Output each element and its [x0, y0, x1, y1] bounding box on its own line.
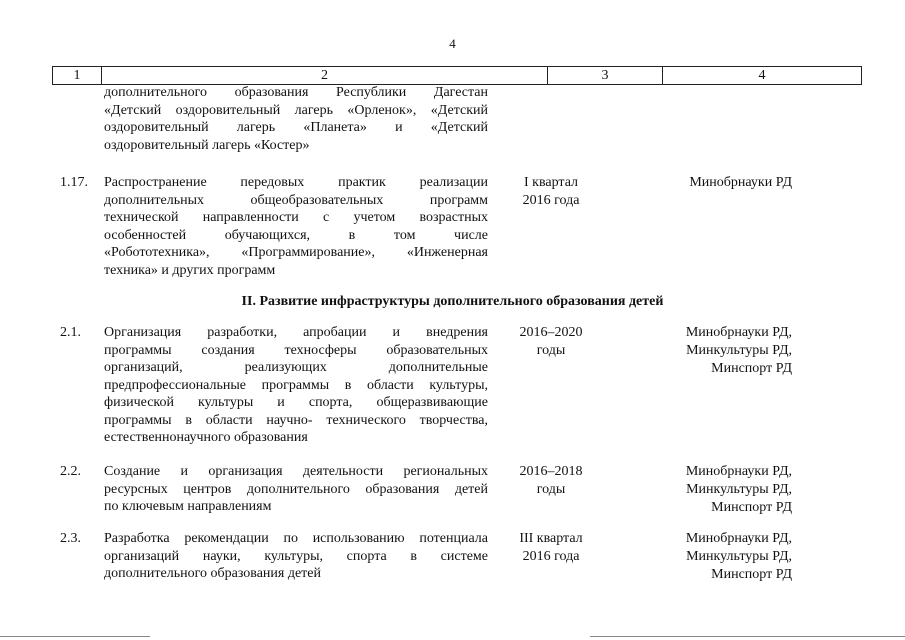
row-period [496, 463, 606, 499]
row-description [104, 174, 488, 279]
description-line: организаций науки, культуры, спорта в системе [104, 548, 488, 564]
responsible-line: Минспорт РД [711, 567, 792, 582]
period-line: 2016 года [522, 193, 580, 208]
description-line: организаций, реализующих дополнительные [104, 360, 488, 375]
responsible-line: Минспорт РД [711, 500, 792, 515]
period-line: годы [536, 482, 566, 497]
period-line: 2016–2020 [519, 325, 583, 340]
responsible-line: Минобрнауки РД [689, 175, 792, 190]
row-description [104, 463, 488, 516]
period-line: годы [536, 343, 566, 358]
row-responsible [612, 174, 792, 192]
description-line: по ключевым направлениям [104, 499, 272, 514]
description-line: оздоровительный лагерь «Костер» [104, 137, 310, 153]
description-line: предпрофессиональные программы в области культуры, [104, 377, 488, 393]
responsible-line: Минобрнауки РД, [685, 531, 792, 546]
row-period [496, 324, 606, 360]
description-line: особенностей обучающихся, в том числе [104, 227, 488, 243]
section-title: II. Развитие инфраструктуры дополнительного образования детей [241, 294, 664, 309]
description-line: оздоровительный лагерь «Планета» и «Детский [104, 120, 488, 135]
description-line: естественнонаучного образования [104, 430, 308, 445]
row-responsible [612, 530, 792, 584]
row-number: 2.3. [60, 531, 81, 546]
page-number: 4 [449, 36, 456, 51]
description-line: Организация разработки, апробации и внедрения [104, 325, 488, 340]
column-header-2: 2 [102, 67, 548, 84]
row-responsible [612, 463, 792, 517]
column-header-4: 4 [758, 67, 766, 83]
row-responsible [612, 324, 792, 378]
responsible-line: Минкультуры РД, [686, 549, 792, 564]
row-description [104, 324, 488, 447]
responsible-line: Минкультуры РД, [686, 482, 792, 497]
description-line: техника» и других программ [104, 262, 276, 278]
period-line: 2016 года [522, 549, 580, 564]
description-line: дополнительных общеобразовательных программ [104, 192, 488, 208]
row-period [496, 174, 606, 210]
row-description [104, 84, 488, 154]
row-number: 2.2. [60, 464, 81, 479]
responsible-line: Минспорт РД [711, 361, 792, 376]
description-line: Создание и организация деятельности региональных [104, 464, 488, 479]
column-header-3: 3 [548, 67, 663, 84]
description-line: программы создания техносферы образовательных [104, 342, 488, 358]
description-line: «Робототехника», «Программирование», «Инженерная [104, 245, 488, 260]
period-line: III квартал [519, 531, 583, 546]
description-line: технической направленности с учетом возрастных [104, 210, 488, 225]
description-line: ресурсных центров дополнительного образования детей [104, 481, 488, 497]
scan-edge-line [590, 636, 905, 637]
description-line: программы в области научно- технического творчества, [104, 412, 488, 428]
scan-edge-line [0, 636, 150, 637]
row-period [496, 530, 606, 566]
column-header-1: 1 [53, 67, 102, 84]
row-number: 2.1. [60, 325, 81, 340]
period-line: 2016–2018 [519, 464, 583, 479]
row-number: 1.17. [60, 175, 88, 190]
responsible-line: Минкультуры РД, [686, 343, 792, 358]
description-line: физической культуры и спорта, общеразвивающие [104, 395, 488, 410]
description-line: дополнительного образования детей [104, 566, 321, 581]
description-line: «Детский оздоровительный лагерь «Орленок», «Детский [104, 102, 488, 118]
description-line: Распространение передовых практик реализации [104, 175, 488, 190]
responsible-line: Минобрнауки РД, [685, 464, 792, 479]
row-description [104, 530, 488, 583]
responsible-line: Минобрнауки РД, [685, 325, 792, 340]
description-line: дополнительного образования Республики Дагестан [104, 85, 488, 100]
period-line: I квартал [523, 175, 579, 190]
table-header-row [52, 66, 862, 85]
description-line: Разработка рекомендации по использованию потенциала [104, 531, 488, 546]
